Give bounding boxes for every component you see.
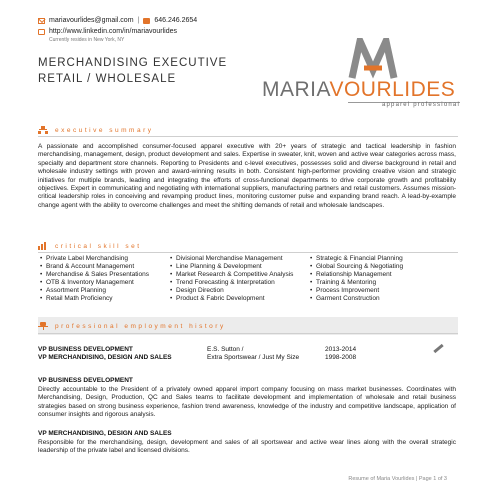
skill-item: • Divisional Merchandise Management	[168, 255, 308, 263]
pencil-icon	[433, 344, 443, 353]
divider	[38, 136, 458, 137]
summary-paragraph: A passionate and accomplished consumer-focused apparel executive with 20+ years of strategic and tactical leadership in fashion merchandising, management, design, product development and sales. Expertise in sweater, knit, woven and active wear categories across mass, specialty and department store channels. Reporting to Presidents and c-level executives, possesses solid and diverse background in retail and wholesale industry settings with proven and award-winning results in both. Consistent high-performer providing creative vision and strategic initiatives for multiple brands, leading and integrating the efforts of cross-functional departments to drive corporate growth and profitability objectives. Expert in communicating and negotiating with international suppliers, manufacturing partners and retail customers. Assumes mission-critical leadership roles in conceiving and revamping product lines, monitoring customer pulse and expanding brand reach. A lead-by-example change agent with the ability to overcome challenges and meet the shifting demands of retail and wholesale landscapes.	[38, 143, 456, 209]
bar-chart-icon	[38, 242, 48, 250]
linkedin-icon	[38, 29, 45, 35]
employment-roles	[38, 346, 172, 362]
headline	[38, 55, 227, 87]
job-description: Responsible for the merchandising, design, development and sales of all sportswear and active wear lines along with the overall strategic leadership of the private label and licensed divisions.	[38, 439, 456, 455]
skill-item: • Trend Forecasting & Interpretation	[168, 279, 308, 287]
skill-item: • Design Direction	[168, 287, 308, 295]
location-note: Currently resides in New York, NY	[49, 37, 125, 43]
headline-line-1: MERCHANDISING EXECUTIVE	[38, 57, 228, 69]
phone-icon	[143, 18, 150, 24]
org-chart-icon	[38, 126, 48, 134]
role-title: VP BUSINESS DEVELOPMENT	[38, 346, 133, 353]
logo	[262, 38, 462, 108]
skills-column-3	[308, 255, 418, 304]
employment-companies	[207, 346, 299, 362]
skill-item: • Private Label Merchandising	[38, 255, 168, 263]
separator: |	[137, 17, 140, 24]
job-description: Directly accountable to the President of a privately owned apparel import company focusing on mass market businesses. Coordinates with Merchandising, Design, Production, QC and Sales teams to facilitate development and implementation of wholesale and retail business strategies based on strong business experience, fashion trend awareness, knowledge of the industry and competitive landscape, application of consumer insights and rigorous analysis.	[38, 386, 456, 419]
skill-item: • OTB & Inventory Management	[38, 279, 168, 287]
skill-item: • Global Sourcing & Negotiating	[308, 263, 418, 271]
phone-number: 646.246.2654	[154, 17, 198, 24]
skill-item: • Brand & Account Management	[38, 263, 168, 271]
section-title-employment: professional employment history	[55, 322, 226, 330]
skill-item: • Market Research & Competitive Analysis	[168, 271, 308, 279]
envelope-icon	[38, 18, 45, 24]
skills-column-2	[168, 255, 308, 304]
section-header-skills	[38, 240, 142, 252]
section-title-summary: executive summary	[55, 126, 154, 134]
job-heading: VP MERCHANDISING, DESIGN AND SALES	[38, 430, 172, 437]
skill-item: • Assortment Planning	[38, 287, 168, 295]
divider	[38, 333, 458, 334]
headline-line-2: RETAIL / WHOLESALE	[38, 73, 177, 85]
company-name: Extra Sportswear / Just My Size	[207, 354, 300, 362]
email-link[interactable]: mariavourlides@gmail.com	[49, 17, 134, 24]
pushpin-icon	[38, 322, 48, 330]
section-header-employment	[38, 320, 226, 332]
employment-dates	[325, 346, 356, 362]
contact-block	[38, 15, 197, 44]
divider	[38, 252, 458, 253]
skill-item: • Merchandise & Sales Presentations	[38, 271, 168, 279]
logo-last-name: VOURLIDES	[329, 78, 456, 101]
skill-item: • Garment Construction	[308, 295, 418, 303]
company-name: E.S. Sutton /	[207, 346, 244, 353]
skill-item: • Line Planning & Development	[168, 263, 308, 271]
skills-list	[38, 255, 458, 304]
monogram-logo-icon	[262, 38, 462, 83]
logo-first-name: MARIA	[262, 78, 330, 101]
date-range: 1998-2008	[325, 354, 357, 362]
skill-item: • Training & Mentoring	[308, 279, 418, 287]
skill-item: • Process Improvement	[308, 287, 418, 295]
skill-item: • Relationship Management	[308, 271, 418, 279]
page-footer: Resume of Maria Vourlides | Page 1 of 3	[348, 476, 447, 482]
logo-tagline: apparel professional	[381, 102, 460, 108]
section-header-summary	[38, 124, 154, 136]
logo-wordmark	[262, 78, 462, 102]
role-title: VP MERCHANDISING, DESIGN AND SALES	[38, 354, 172, 362]
job-heading: VP BUSINESS DEVELOPMENT	[38, 377, 133, 384]
linkedin-link[interactable]: http://www.linkedin.com/in/mariavourlides	[49, 28, 177, 35]
section-title-skills: critical skill set	[55, 242, 142, 250]
skill-item: • Retail Math Proficiency	[38, 295, 168, 303]
skill-item: • Product & Fabric Development	[168, 295, 308, 303]
skills-column-1	[38, 255, 168, 304]
skill-item: • Strategic & Financial Planning	[308, 255, 418, 263]
date-range: 2013-2014	[325, 346, 357, 353]
